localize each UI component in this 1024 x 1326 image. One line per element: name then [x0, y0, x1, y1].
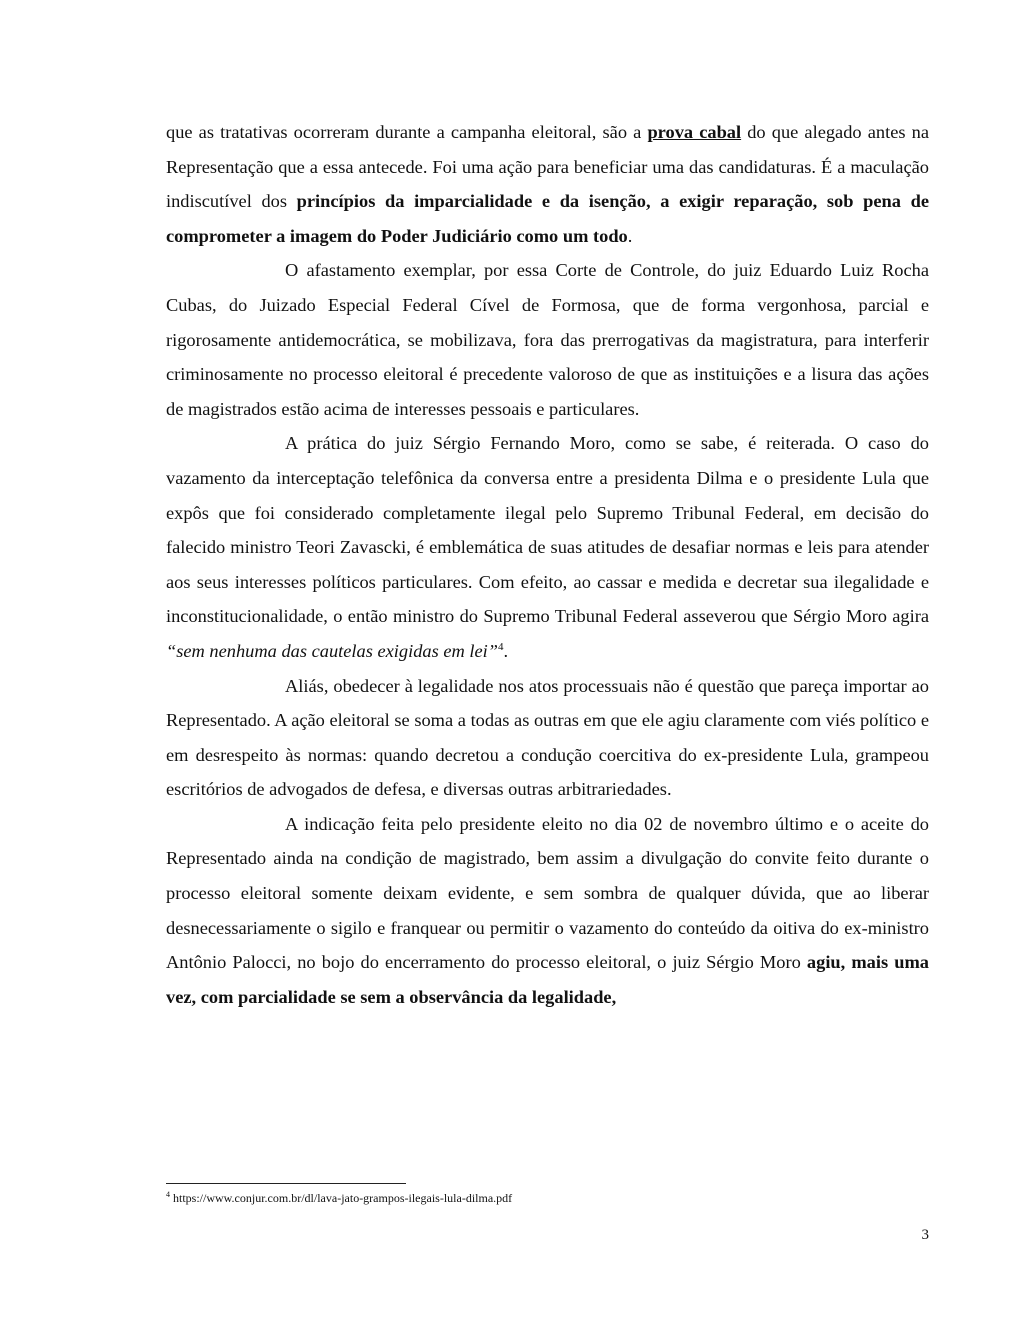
paragraph-5 — [166, 807, 929, 1015]
paragraph-3-end: . — [503, 640, 509, 661]
emphasis-prova-cabal: prova cabal — [647, 122, 742, 142]
footnote-reference: 4 — [498, 640, 504, 653]
paragraph-1-text-a: que as tratativas ocorreram durante a campanha eleitoral, são a — [166, 122, 648, 142]
footnote-url: https://www.conjur.com.br/dl/lava-jato-grampos-ilegais-lula-dilma.pdf — [170, 1191, 513, 1205]
paragraph-1-end: . — [627, 225, 633, 246]
body-text — [166, 115, 929, 1014]
paragraph-1 — [166, 115, 929, 253]
footnote-separator — [166, 1183, 406, 1184]
paragraph-4: Aliás, obedecer à legalidade nos atos processuais não é questão que pareça importar ao Representado. A ação eleitoral se soma a todas as outras em que ele agiu claramente com viés político e em desrespeito às normas: quando decretou a condução coercitiva do ex-presidente Lula, grampeou escritórios de advogados de defesa, e diversas outras arbitrariedades. — [166, 675, 929, 800]
footnote-number: 4 — [166, 1190, 170, 1199]
paragraph-5-text: A indicação feita pelo presidente eleito no dia 02 de novembro último e o aceite do Representado ainda na condição de magistrado, bem assim a divulgação do convite feito durante o processo eleitoral somente deixam evidente, e sem sombra de qualquer dúvida, que ao liberar desnecessariamente o sigilo e franquear ou permitir o vazamento do conteúdo da oitiva do ex-ministro Antônio Palocci, no bojo do encerramento do processo eleitoral, o juiz Sérgio Moro — [166, 813, 929, 973]
emphasis-principios: princípios da imparcialidade e da isenção, a exigir reparação, sob pena de comprometer a imagem do Poder Judiciário como um todo — [166, 191, 929, 246]
paragraph-3-text: A prática do juiz Sérgio Fernando Moro, como se sabe, é reiterada. O caso do vazamento da interceptação telefônica da conversa entre a presidenta Dilma e o presidente Lula que expôs que foi considerado completamente ilegal pelo Supremo Tribunal Federal, em decisão do falecido ministro Teori Zavascki, é emblemática de suas atitudes de desafiar normas e leis para atender aos seus interesses políticos particulares. Com efeito, ao cassar e medida e decretar sua ilegalidade e inconstitucionalidade, o então ministro do Supremo Tribunal Federal asseverou que Sérgio Moro agira — [166, 433, 929, 627]
emphasis-parcialidade: agiu, mais uma vez, com parcialidade se sem a observância da legalidade, — [166, 952, 929, 1007]
quote-cautelas: “sem nenhuma das cautelas exigidas em lei” — [166, 640, 499, 661]
paragraph-2: O afastamento exemplar, por essa Corte de Controle, do juiz Eduardo Luiz Rocha Cubas, do Juizado Especial Federal Cível de Formosa, que de forma vergonhosa, parcial e rigorosamente antidemocrática, se mobilizava, fora das prerrogativas da magistratura, para interferir criminosamente no processo eleitoral é precedente valoroso de que as instituições e a lisura das ações de magistrados estão acima de interesses pessoais e particulares. — [166, 260, 929, 419]
footnote — [166, 1190, 512, 1206]
paragraph-3 — [166, 426, 929, 668]
paragraph-1-text-b: do que alegado antes na Representação que a essa antecede. Foi uma ação para beneficiar uma das candidaturas. É a maculação indiscutível dos — [166, 122, 929, 212]
page-number: 3 — [921, 1227, 929, 1243]
